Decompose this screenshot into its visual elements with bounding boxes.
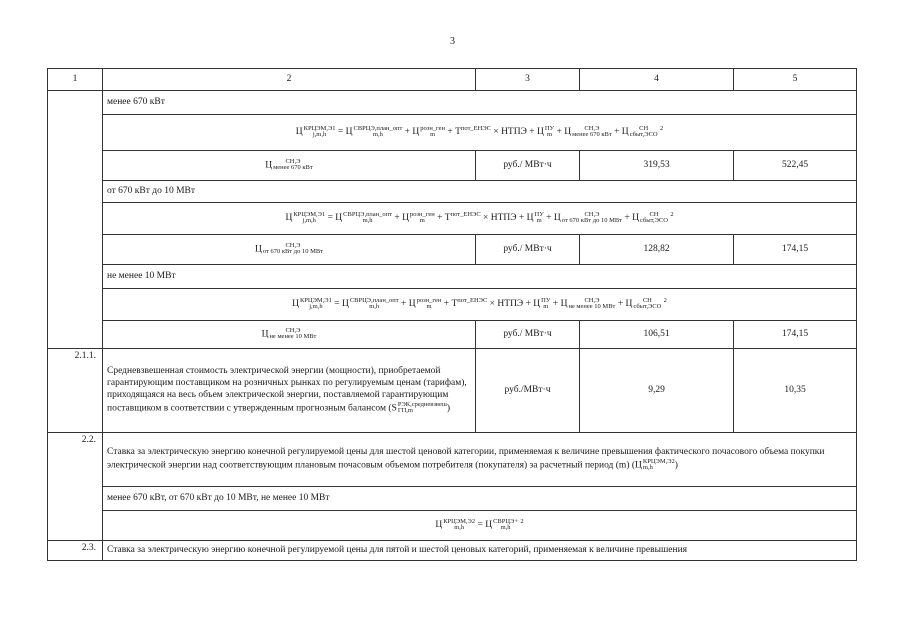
row-number: 2.2. [48, 433, 103, 541]
formula-row [48, 115, 857, 151]
page-number: 3 [450, 36, 455, 47]
value-cell-4: 9,29 [580, 349, 734, 433]
formula-e2: Ц КРЦЭМ,Э2 m,h = Ц СВРЦЭ+ m,h $^2$ [103, 511, 857, 541]
value-cell-4: 319,53 [580, 151, 734, 181]
row-description: Средневзвешенная стоимость электрической энергии (мощности), приобретаемой гарантирующим поставщиком на розничных рынках по регулируемым ценам (тарифам), приходящаяся на весь объем электрической энергии, поставляемой гарантирующим поставщиком в соответствии с утвержденным прогнозным балансом (S РЭК,средневзвеш ГП,m ) [103, 349, 476, 433]
header-cell-4: 4 [580, 69, 734, 91]
formula-670-10: Ц КРЦЭМ,Э1 j,m,h = Ц СВРЦЭ,план_опт m,h + Ц розн_ген m + $Т^{пот\_ЕНЭС}$ × НТПЭ + Ц ПУ m + Ц СН,Э от 670 кВт до 10 МВт + Ц СН сбыт,ЭСО $^2$ [103, 203, 857, 235]
header-cell-2: 2 [103, 69, 476, 91]
unit-cell: руб./МВт·ч [476, 349, 580, 433]
value-cell-5: 10,35 [734, 349, 857, 433]
unit-cell: руб./ МВт·ч [476, 235, 580, 265]
table-row [48, 541, 857, 561]
header-row [48, 69, 857, 91]
table-row [48, 433, 857, 487]
header-cell-3: 3 [476, 69, 580, 91]
row-number: 2.1.1. [48, 349, 103, 433]
row-number: 2.3. [48, 541, 103, 561]
unit-cell: руб./ МВт·ч [476, 151, 580, 181]
subheading-less-670: менее 670 кВт [103, 91, 857, 115]
formula-row [48, 203, 857, 235]
header-cell-1: 1 [48, 69, 103, 91]
value-cell-5: 174,15 [734, 235, 857, 265]
subheading-670-10: от 670 кВт до 10 МВт [103, 181, 857, 203]
symbol-cell: Ц СН,Э не менее 10 МВт [103, 321, 476, 349]
value-cell-4: 128,82 [580, 235, 734, 265]
header-cell-5: 5 [734, 69, 857, 91]
value-cell-5: 174,15 [734, 321, 857, 349]
subheading-not-less-10: не менее 10 МВт [103, 265, 857, 289]
formula-less-670: Ц КРЦЭМ,Э1 j,m,h = Ц СВРЦЭ,план_опт m,h + Ц розн_ген m + $Т^{пот\_ЕНЭС}$ × НТПЭ + Ц ПУ m + Ц СН,Э менее 670 кВт + Ц СН сбыт,ЭСО $^2$ [103, 115, 857, 151]
tariff-table [47, 68, 857, 561]
formula-not-less-10: Ц КРЦЭМ,Э1 j,m,h = Ц СВРЦЭ,план_опт m,h + Ц розн_ген m + $Т^{пот\_ЕНЭС}$ × НТПЭ + Ц ПУ m + Ц СН,Э не менее 10 МВт + Ц СН сбыт,ЭСО $^2$ [103, 289, 857, 321]
empty-num-cell [48, 91, 103, 349]
value-cell-5: 522,45 [734, 151, 857, 181]
table-row [48, 235, 857, 265]
table-row [48, 181, 857, 203]
table-row [48, 91, 857, 115]
symbol-cell: Ц СН,Э менее 670 кВт [103, 151, 476, 181]
formula-row [48, 511, 857, 541]
table-row [48, 487, 857, 511]
row-description: Ставка за электрическую энергию конечной регулируемой цены для шестой ценовой категории, применяемая к величине превышения фактического почасового объема покупки электрической энергии над соответствующим плановым почасовым объемом потребителя (покупателя) за расчетный период (m) (Ц КРЦЭМ,Э2 m,h ) [103, 433, 857, 487]
table-row [48, 265, 857, 289]
value-cell-4: 106,51 [580, 321, 734, 349]
row-description: Ставка за электрическую энергию конечной регулируемой цены для пятой и шестой ценовых категорий, применяемая к величине превышения [103, 541, 857, 561]
table-row [48, 321, 857, 349]
table-row [48, 349, 857, 433]
symbol-cell: Ц СН,Э от 670 кВт до 10 МВт [103, 235, 476, 265]
table-row [48, 151, 857, 181]
formula-row [48, 289, 857, 321]
unit-cell: руб./ МВт·ч [476, 321, 580, 349]
subheading-all: менее 670 кВт, от 670 кВт до 10 МВт, не менее 10 МВт [103, 487, 857, 511]
